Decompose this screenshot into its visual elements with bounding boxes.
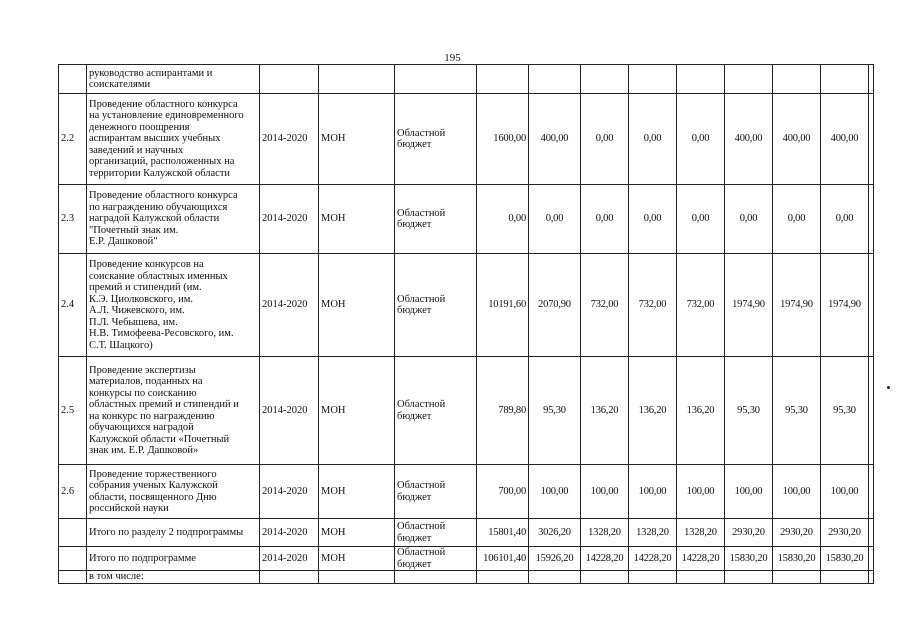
- period-cell: 2014-2020: [260, 465, 319, 519]
- amount-cell: [581, 65, 629, 94]
- amount-cell: 100,00: [725, 465, 773, 519]
- amount-cell: 789,80: [477, 357, 529, 465]
- amount-cell: [821, 65, 869, 94]
- amount-cell: 2930,20: [821, 519, 869, 547]
- period-cell: 2014-2020: [260, 547, 319, 571]
- funding-source-cell: Областной бюджет: [395, 254, 477, 357]
- funding-source-cell: Областной бюджет: [395, 94, 477, 185]
- amount-cell: 1974,90: [821, 254, 869, 357]
- amount-cell: 0,00: [581, 185, 629, 254]
- amount-cell: 95,30: [821, 357, 869, 465]
- amount-cell: 0,00: [477, 185, 529, 254]
- amount-cell: [869, 357, 874, 465]
- amount-cell: 100,00: [581, 465, 629, 519]
- amount-cell: 0,00: [677, 94, 725, 185]
- amount-cell: 100,00: [529, 465, 581, 519]
- amount-cell: 732,00: [581, 254, 629, 357]
- amount-cell: 10191,60: [477, 254, 529, 357]
- funding-source-cell: [395, 571, 477, 584]
- amount-cell: 95,30: [773, 357, 821, 465]
- amount-cell: [773, 571, 821, 584]
- amount-cell: [581, 571, 629, 584]
- amount-cell: 3026,20: [529, 519, 581, 547]
- amount-cell: 15830,20: [773, 547, 821, 571]
- funding-source-cell: Областной бюджет: [395, 547, 477, 571]
- amount-cell: [629, 65, 677, 94]
- period-cell: 2014-2020: [260, 357, 319, 465]
- amount-cell: 136,20: [629, 357, 677, 465]
- amount-cell: [869, 254, 874, 357]
- activity-name-cell: в том числе:: [87, 571, 260, 584]
- amount-cell: [725, 571, 773, 584]
- amount-cell: 0,00: [581, 94, 629, 185]
- amount-cell: [869, 571, 874, 584]
- amount-cell: 0,00: [725, 185, 773, 254]
- table-row: [59, 465, 874, 519]
- executor-cell: МОН: [319, 254, 395, 357]
- amount-cell: [677, 571, 725, 584]
- table-row: [59, 547, 874, 571]
- funding-source-cell: [395, 65, 477, 94]
- table-row: [59, 94, 874, 185]
- item-number-cell: 2.5: [59, 357, 87, 465]
- amount-cell: [869, 547, 874, 571]
- table-row: [59, 519, 874, 547]
- amount-cell: 15926,20: [529, 547, 581, 571]
- amount-cell: 400,00: [821, 94, 869, 185]
- item-number-cell: 2.6: [59, 465, 87, 519]
- amount-cell: 1600,00: [477, 94, 529, 185]
- amount-cell: 1328,20: [677, 519, 725, 547]
- amount-cell: 400,00: [773, 94, 821, 185]
- amount-cell: 0,00: [629, 94, 677, 185]
- amount-cell: [773, 65, 821, 94]
- executor-cell: МОН: [319, 547, 395, 571]
- amount-cell: 15801,40: [477, 519, 529, 547]
- amount-cell: [725, 65, 773, 94]
- amount-cell: 14228,20: [629, 547, 677, 571]
- period-cell: [260, 65, 319, 94]
- period-cell: 2014-2020: [260, 185, 319, 254]
- stray-mark: [887, 386, 890, 389]
- funding-source-cell: Областной бюджет: [395, 185, 477, 254]
- executor-cell: [319, 571, 395, 584]
- period-cell: [260, 571, 319, 584]
- amount-cell: 2930,20: [773, 519, 821, 547]
- amount-cell: 1974,90: [725, 254, 773, 357]
- amount-cell: 1328,20: [629, 519, 677, 547]
- amount-cell: 1974,90: [773, 254, 821, 357]
- amount-cell: 1328,20: [581, 519, 629, 547]
- amount-cell: 100,00: [821, 465, 869, 519]
- amount-cell: [477, 65, 529, 94]
- amount-cell: 100,00: [773, 465, 821, 519]
- budget-table: [58, 64, 874, 584]
- amount-cell: 15830,20: [725, 547, 773, 571]
- amount-cell: 0,00: [773, 185, 821, 254]
- amount-cell: 0,00: [821, 185, 869, 254]
- amount-cell: [869, 465, 874, 519]
- executor-cell: МОН: [319, 357, 395, 465]
- amount-cell: [529, 571, 581, 584]
- amount-cell: 0,00: [629, 185, 677, 254]
- amount-cell: 136,20: [581, 357, 629, 465]
- item-number-cell: [59, 571, 87, 584]
- period-cell: 2014-2020: [260, 94, 319, 185]
- item-number-cell: [59, 65, 87, 94]
- activity-name-cell: Проведение торжественного собрания ученых Калужской области, посвященного Дню российской науки: [87, 465, 260, 519]
- amount-cell: 106101,40: [477, 547, 529, 571]
- amount-cell: [869, 65, 874, 94]
- amount-cell: [677, 65, 725, 94]
- executor-cell: [319, 65, 395, 94]
- period-cell: 2014-2020: [260, 254, 319, 357]
- item-number-cell: 2.3: [59, 185, 87, 254]
- amount-cell: 400,00: [529, 94, 581, 185]
- amount-cell: 400,00: [725, 94, 773, 185]
- amount-cell: 95,30: [529, 357, 581, 465]
- amount-cell: 95,30: [725, 357, 773, 465]
- table-row: [59, 185, 874, 254]
- activity-name-cell: Проведение конкурсов на соискание областных именных премий и стипендий (им. К.Э. Циолковского, им. А.Л. Чижевского, им. П.Л. Чебышева, им. Н.В. Тимофеева-Ресовского, им. С.Т. Шацкого): [87, 254, 260, 357]
- amount-cell: 2070,90: [529, 254, 581, 357]
- item-number-cell: [59, 519, 87, 547]
- item-number-cell: 2.4: [59, 254, 87, 357]
- period-cell: 2014-2020: [260, 519, 319, 547]
- executor-cell: МОН: [319, 94, 395, 185]
- amount-cell: 100,00: [677, 465, 725, 519]
- funding-source-cell: Областной бюджет: [395, 357, 477, 465]
- amount-cell: 700,00: [477, 465, 529, 519]
- table-row: [59, 571, 874, 584]
- item-number-cell: 2.2: [59, 94, 87, 185]
- amount-cell: 14228,20: [581, 547, 629, 571]
- activity-name-cell: Проведение экспертизы материалов, поданных на конкурсы по соисканию областных премий и стипендий и на конкурс по награждению обучающихся наградой Калужской области «Почетный знак им. Е.Р. Дашковой»: [87, 357, 260, 465]
- amount-cell: [869, 185, 874, 254]
- activity-name-cell: руководство аспирантами и соискателями: [87, 65, 260, 94]
- amount-cell: [869, 94, 874, 185]
- amount-cell: [629, 571, 677, 584]
- executor-cell: МОН: [319, 465, 395, 519]
- funding-source-cell: Областной бюджет: [395, 465, 477, 519]
- amount-cell: 100,00: [629, 465, 677, 519]
- page-number: 195: [444, 52, 461, 64]
- amount-cell: 136,20: [677, 357, 725, 465]
- amount-cell: 2930,20: [725, 519, 773, 547]
- table-row: [59, 357, 874, 465]
- item-number-cell: [59, 547, 87, 571]
- activity-name-cell: Итого по разделу 2 подпрограммы: [87, 519, 260, 547]
- table-row: [59, 254, 874, 357]
- table-row: [59, 65, 874, 94]
- amount-cell: [869, 519, 874, 547]
- amount-cell: 0,00: [677, 185, 725, 254]
- amount-cell: [821, 571, 869, 584]
- activity-name-cell: Проведение областного конкурса по награждению обучающихся наградой Калужской области "Почетный знак им. Е.Р. Дашковой": [87, 185, 260, 254]
- executor-cell: МОН: [319, 519, 395, 547]
- amount-cell: [477, 571, 529, 584]
- funding-source-cell: Областной бюджет: [395, 519, 477, 547]
- executor-cell: МОН: [319, 185, 395, 254]
- amount-cell: [529, 65, 581, 94]
- amount-cell: 15830,20: [821, 547, 869, 571]
- amount-cell: 0,00: [529, 185, 581, 254]
- activity-name-cell: Проведение областного конкурса на установление единовременного денежного поощрения аспирантам высших учебных заведений и научных организаций, расположенных на территории Калужской области: [87, 94, 260, 185]
- activity-name-cell: Итого по подпрограмме: [87, 547, 260, 571]
- amount-cell: 14228,20: [677, 547, 725, 571]
- amount-cell: 732,00: [677, 254, 725, 357]
- amount-cell: 732,00: [629, 254, 677, 357]
